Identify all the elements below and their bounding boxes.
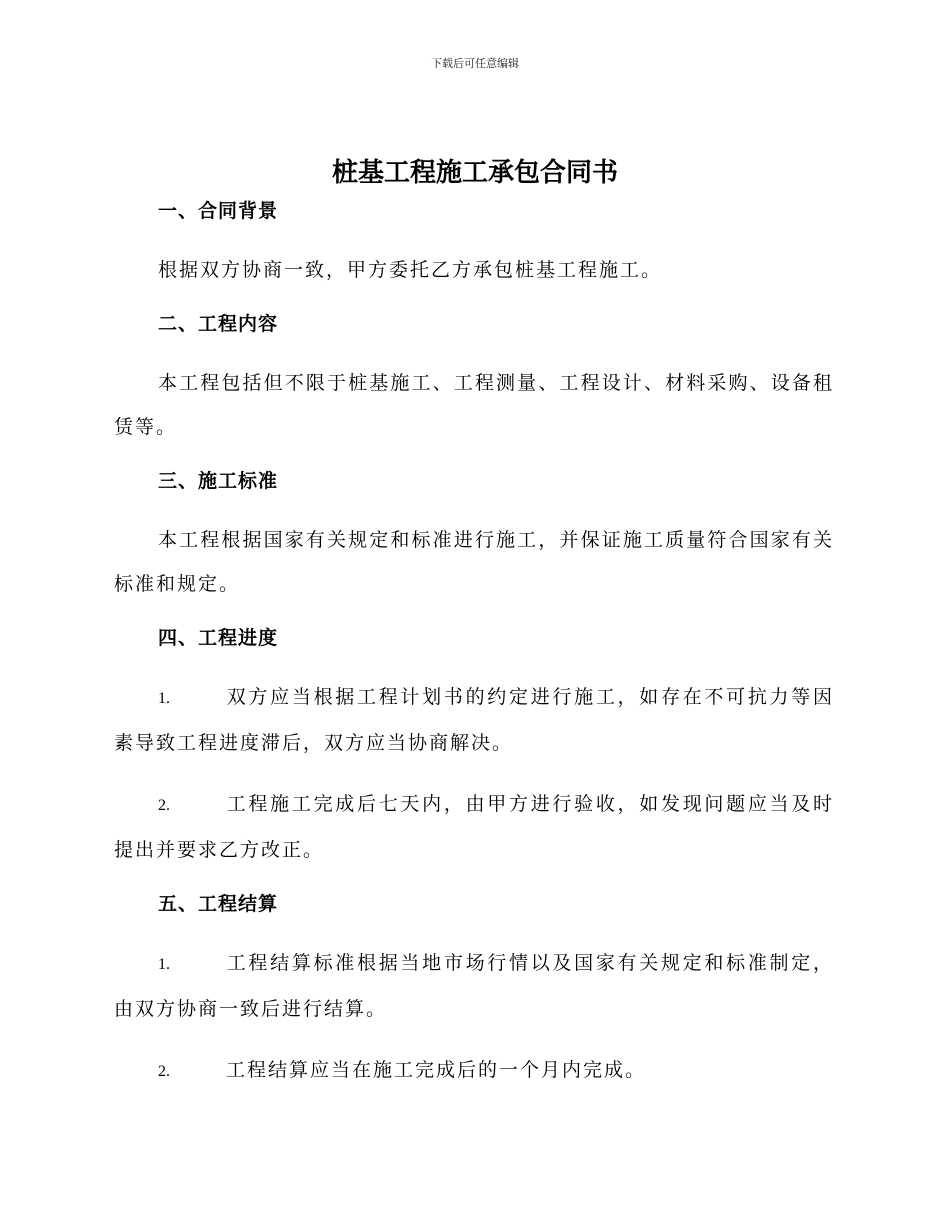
section-paragraph: 本工程根据国家有关规定和标准进行施工，并保证施工质量符合国家有关标准和规定。 — [114, 529, 834, 595]
section-heading: 一、合同背景 — [158, 200, 279, 222]
item-text: 工程结算标准根据当地市场行情以及国家有关规定和标准制定，由双方协商一致后进行结算。 — [114, 952, 834, 1020]
item-number: 2. — [158, 1063, 170, 1080]
section-paragraph: 本工程包括但不限于桩基施工、工程测量、工程设计、材料采购、设备租赁等。 — [114, 372, 834, 438]
document-title: 桩基工程施工承包合同书 — [331, 158, 618, 188]
section-heading: 二、工程内容 — [158, 313, 279, 335]
section-heading: 三、施工标准 — [158, 470, 279, 492]
item-text: 双方应当根据工程计划书的约定进行施工，如存在不可抗力等因素导致工程进度滞后，双方应当协商解决。 — [114, 686, 834, 754]
numbered-item — [114, 675, 834, 765]
numbered-item — [114, 782, 834, 872]
item-number: 2. — [158, 797, 170, 814]
item-number: 1. — [158, 956, 170, 973]
page-header-note: 下载后可任意编辑 — [431, 57, 519, 70]
numbered-item — [114, 1048, 834, 1094]
item-text: 工程结算应当在施工完成后的一个月内完成。 — [226, 1059, 647, 1081]
item-text: 工程施工完成后七天内，由甲方进行验收，如发现问题应当及时提出并要求乙方改正。 — [114, 793, 834, 861]
section-heading: 五、工程结算 — [158, 893, 279, 915]
item-number: 1. — [158, 690, 170, 707]
document-body — [114, 196, 834, 1094]
section-heading: 四、工程进度 — [158, 627, 279, 649]
section-paragraph: 根据双方协商一致，甲方委托乙方承包桩基工程施工。 — [158, 259, 663, 281]
numbered-item — [114, 941, 834, 1031]
